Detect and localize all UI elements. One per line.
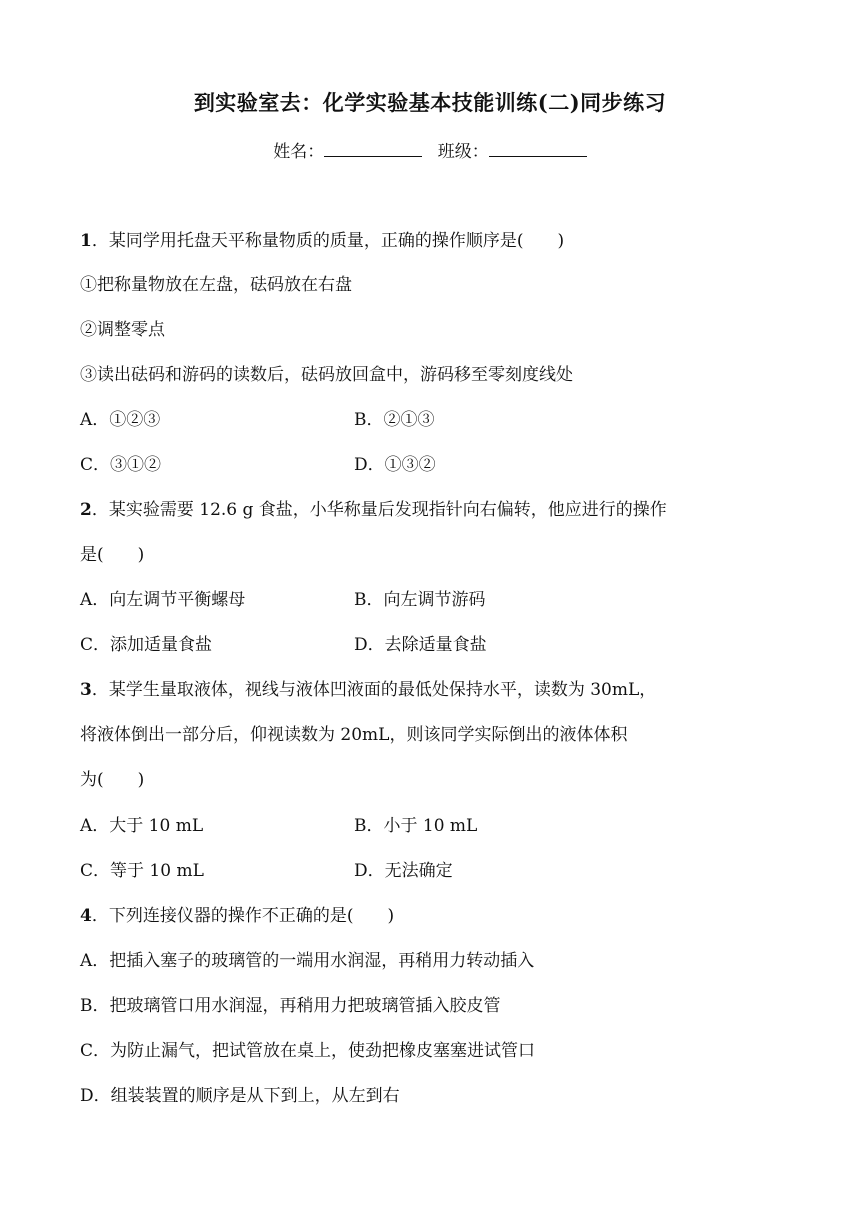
question-2-stem: 2．某实验需要 12.6 g 食盐，小华称量后发现指针向右偏转，他应进行的操作	[80, 500, 667, 520]
question-4-option-c: C．为防止漏气，把试管放在桌上，使劲把橡皮塞塞进试管口	[80, 1041, 536, 1061]
name-blank	[324, 138, 422, 157]
question-3-option-b: B．小于 10 mL	[354, 816, 478, 836]
question-number: 4	[80, 906, 92, 926]
question-1-item-2: ②调整零点	[80, 320, 165, 340]
question-2-option-b: B．向左调节游码	[354, 590, 486, 610]
question-3-stem: 3．某学生量取液体，视线与液体凹液面的最低处保持水平，读数为 30mL，	[80, 680, 657, 700]
question-number: 3	[80, 680, 92, 700]
question-3-stem-cont-1: 将液体倒出一部分后，仰视读数为 20mL，则该同学实际倒出的液体体积	[80, 725, 628, 745]
question-1-item-1: ①把称量物放在左盘，砝码放在右盘	[80, 275, 352, 295]
question-4-option-d: D．组装装置的顺序是从下到上，从左到右	[80, 1086, 400, 1106]
question-3-option-d: D．无法确定	[354, 861, 453, 881]
question-2-option-c: C．添加适量食盐	[80, 635, 213, 655]
question-1-stem: 1．某同学用托盘天平称量物质的质量，正确的操作顺序是( )	[80, 231, 565, 251]
question-4-stem: 4．下列连接仪器的操作不正确的是( )	[80, 906, 395, 926]
question-1-option-c: C．③①②	[80, 455, 162, 475]
page-title: 到实验室去：化学实验基本技能训练(二)同步练习	[193, 90, 667, 115]
question-3-option-a: A．大于 10 mL	[80, 816, 204, 836]
question-number: 2	[80, 500, 92, 520]
student-info	[0, 138, 860, 165]
question-1-option-d: D．①③②	[354, 455, 436, 475]
question-2-option-d: D．去除适量食盐	[354, 635, 487, 655]
question-3-option-c: C．等于 10 mL	[80, 861, 204, 881]
class-blank	[489, 138, 587, 157]
question-1-option-a: A．①②③	[80, 410, 161, 430]
question-1-option-b: B．②①③	[354, 410, 435, 430]
name-label: 姓名：	[273, 142, 325, 162]
question-number: 1	[80, 231, 92, 251]
question-4-option-b: B．把玻璃管口用水润湿，再稍用力把玻璃管插入胶皮管	[80, 996, 501, 1016]
class-label: 班级：	[437, 142, 489, 162]
question-3-stem-cont-2: 为( )	[80, 770, 145, 790]
question-2-stem-cont: 是( )	[80, 545, 145, 565]
question-2-option-a: A．向左调节平衡螺母	[80, 590, 246, 610]
question-1-item-3: ③读出砝码和游码的读数后，砝码放回盒中，游码移至零刻度线处	[80, 365, 573, 385]
question-4-option-a: A．把插入塞子的玻璃管的一端用水润湿，再稍用力转动插入	[80, 951, 535, 971]
